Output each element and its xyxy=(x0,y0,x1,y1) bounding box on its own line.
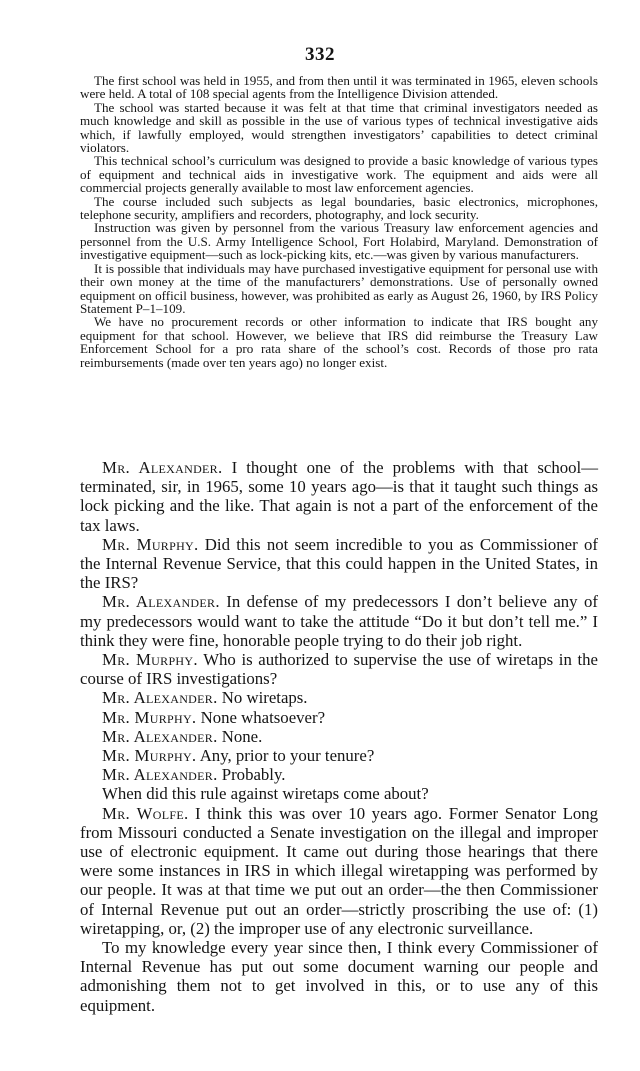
speaker-name: Mr. Wolfe. xyxy=(102,803,189,823)
speaker-name: Mr. Alexander. xyxy=(102,458,223,477)
testimony-text: No wiretaps. xyxy=(217,688,308,708)
statement-paragraph: It is possible that individuals may have purchased investigative equipment for personal use with their own money at the time of the manufacturers’ demonstrations. Use of personally owned equipment on officil business, however, was prohibited as early as August 26, 1960, by IRS Policy Statement P–1–109. xyxy=(80,260,598,316)
testimony-text: None. xyxy=(217,726,263,746)
testimony-paragraph xyxy=(80,458,598,535)
testimony-paragraph xyxy=(80,535,598,593)
testimony-text: Any, prior to your tenure? xyxy=(196,746,375,766)
speaker-name: Mr. Alexander. xyxy=(102,688,218,708)
testimony-text: In defense of my predecessors I don’t believe any of my predecessors would want to take the attitude “Do it but don’t tell me.” I think they were fine, honorable people trying to do their job right. xyxy=(80,592,598,650)
statement-paragraph: The first school was held in 1955, and from then until it was terminated in 1965, eleven schools were held. A total of 108 special agents from the Intelligence Division attended. xyxy=(80,73,598,102)
statement-paragraph: The course included such subjects as legal boundaries, basic electronics, microphones, telephone security, amplifiers and recorders, photography, and lock security. xyxy=(80,193,598,223)
speaker-name: Mr. Alexander. xyxy=(102,726,218,746)
testimony-paragraph xyxy=(80,688,598,707)
testimony-paragraph xyxy=(80,765,598,784)
testimony-text: None whatsoever? xyxy=(196,707,326,727)
speaker-name: Mr. Murphy. xyxy=(102,650,198,670)
statement-paragraph: The school was started because it was felt at that time that criminal investigators needed as much knowledge and skill as possible in the use of various types of technical investigative aids which, if lawfully employed, would strengthen investigators’ capabilities to detect criminal violators. xyxy=(80,99,598,156)
testimony-paragraph xyxy=(80,746,598,765)
statement-paragraph: We have no procurement records or other information to indicate that IRS bought any equipment for that school. However, we believe that IRS did reimburse the Treasury Law Enforcement School for a pro rata share of the school’s cost. Records of those pro rata reimbursements (made over ten years ago) no longer exist. xyxy=(80,314,598,370)
speaker-name: Mr. Murphy. xyxy=(102,707,197,727)
testimony-paragraph xyxy=(80,650,598,688)
testimony-text: Probably. xyxy=(217,765,286,785)
testimony-text: Did this not seem incredible to you as Commissioner of the Internal Revenue Service, that this could happen in the United States, in the IRS? xyxy=(80,534,598,593)
speaker-name: Mr. Alexander. xyxy=(102,592,220,612)
testimony-text: Who is authorized to supervise the use of wiretaps in the course of IRS investigations? xyxy=(80,650,598,689)
statement-paragraph: Instruction was given by personnel from the various Treasury law enforcement agencies and personnel from the U.S. Army Intelligence School, Fort Holabird, Maryland. Demonstration of investigative equipment—such as lock-picking kits, etc.—was given by various manufacturers. xyxy=(80,220,598,263)
speaker-name: Mr. Murphy. xyxy=(102,746,197,766)
testimony-text: I think this was over 10 years ago. Former Senator Long from Missouri conducted a Senate investigation on the illegal and improper use of electronic equipment. It came out during those hearings that there were some instances in IRS in which illegal wiretapping was performed by our people. It was at that time we put out an order—the then Commissioner of Internal Revenue put out an order—strictly proscribing the use of: (1) wiretapping, or, (2) the improper use of any electronic surveillance. xyxy=(80,803,599,938)
speaker-name: Mr. Murphy. xyxy=(102,534,199,554)
testimony-text: I thought one of the problems with that school—terminated, sir, in 1965, some 10 years ago—is that it taught such things as lock picking and the like. That again is not a part of the enforcement of the tax laws. xyxy=(80,458,598,535)
testimony-text: When did this rule against wiretaps come about? xyxy=(102,784,429,804)
inserted-statement xyxy=(80,74,598,369)
testimony-paragraph xyxy=(80,592,598,650)
statement-paragraph: This technical school’s curriculum was designed to provide a basic knowledge of various types of equipment and technical aids in investigative work. The equipment and aids were all commercial projects generally available to most law enforcement agencies. xyxy=(80,153,598,196)
testimony-paragraph xyxy=(80,727,598,746)
page-number: 332 xyxy=(305,44,335,65)
testimony-paragraph xyxy=(80,804,598,938)
testimony-paragraph xyxy=(80,708,598,727)
testimony-paragraph xyxy=(80,938,598,1015)
testimony-text: To my knowledge every year since then, I think every Commissioner of Internal Revenue has put out some document warning our people and admonishing them not to get involved in this, or to use any of this equipment. xyxy=(80,938,598,1015)
speaker-name: Mr. Alexander. xyxy=(102,765,218,785)
testimony xyxy=(80,458,598,1015)
testimony-paragraph xyxy=(80,784,598,803)
